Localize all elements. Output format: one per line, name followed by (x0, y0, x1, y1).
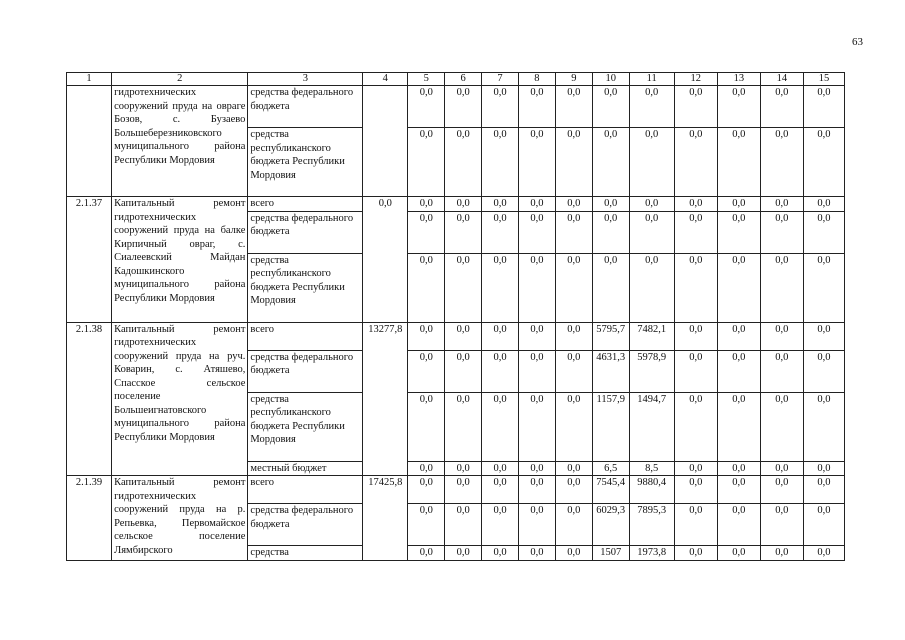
col-header: 7 (482, 73, 519, 86)
value-cell: 0,0 (760, 253, 803, 322)
value-cell: 0,0 (760, 546, 803, 561)
value-cell: 0,0 (674, 392, 717, 461)
value-cell: 0,0 (629, 253, 674, 322)
value-cell: 4631,3 (592, 350, 629, 392)
value-cell: 0,0 (445, 322, 482, 350)
value-cell: 0,0 (555, 504, 592, 546)
row-name: Капитальный ремонт гидротехнических сооружений пруда на балке Кирпичный овраг, с. Сиалеевский Майдан Кадошкинского муниципального района Республики Мордовия (112, 197, 248, 323)
value-cell: 0,0 (674, 322, 717, 350)
value-cell: 5978,9 (629, 350, 674, 392)
value-cell: 0,0 (518, 211, 555, 253)
value-cell: 0,0 (408, 546, 445, 561)
value-cell: 0,0 (674, 128, 717, 197)
value-cell: 0,0 (518, 128, 555, 197)
value-cell: 7545,4 (592, 476, 629, 504)
value-cell: 5795,7 (592, 322, 629, 350)
value-cell: 0,0 (482, 253, 519, 322)
value-cell: 0,0 (482, 504, 519, 546)
col-header: 2 (112, 73, 248, 86)
value-cell: 0,0 (445, 504, 482, 546)
value-cell: 0,0 (674, 504, 717, 546)
value-cell: 0,0 (592, 253, 629, 322)
value-cell: 0,0 (445, 476, 482, 504)
value-cell: 0,0 (555, 86, 592, 128)
value-cell: 0,0 (760, 128, 803, 197)
value-cell: 0,0 (445, 197, 482, 212)
value-cell: 0,0 (760, 461, 803, 476)
value-cell: 0,0 (717, 197, 760, 212)
col-header: 10 (592, 73, 629, 86)
value-cell: 0,0 (717, 128, 760, 197)
source-federal: средства федерального бюджета (248, 504, 363, 546)
table-row (67, 86, 845, 128)
value-cell: 6,5 (592, 461, 629, 476)
row-name: Капитальный ремонт гидротехнических сооружений пруда на р. Репьевка, Первомайское сельское поселение Лямбирского (112, 476, 248, 561)
value-cell: 0,0 (717, 350, 760, 392)
value-cell: 0,0 (482, 461, 519, 476)
source-republican: средства (248, 546, 363, 561)
value-cell: 0,0 (408, 476, 445, 504)
value-cell: 0,0 (803, 86, 844, 128)
value-cell: 0,0 (555, 461, 592, 476)
value-cell: 0,0 (482, 86, 519, 128)
source-local: местный бюджет (248, 461, 363, 476)
value-cell: 0,0 (445, 392, 482, 461)
value-cell: 0,0 (445, 211, 482, 253)
source-total: всего (248, 322, 363, 350)
col-header: 1 (67, 73, 112, 86)
value-cell: 0,0 (717, 504, 760, 546)
col-header: 3 (248, 73, 363, 86)
value-cell: 0,0 (408, 197, 445, 212)
col-header: 6 (445, 73, 482, 86)
value-cell: 0,0 (717, 322, 760, 350)
value-cell: 0,0 (717, 253, 760, 322)
value-cell: 8,5 (629, 461, 674, 476)
value-cell: 0,0 (408, 211, 445, 253)
row-code (67, 86, 112, 197)
value-cell: 0,0 (760, 86, 803, 128)
value-cell: 0,0 (592, 86, 629, 128)
value-cell: 0,0 (482, 476, 519, 504)
page-number: 63 (852, 36, 863, 48)
value-cell: 0,0 (482, 128, 519, 197)
value-cell: 0,0 (482, 350, 519, 392)
value-cell: 0,0 (592, 128, 629, 197)
value-cell: 0,0 (555, 322, 592, 350)
budget-table (66, 72, 845, 561)
value-cell: 0,0 (717, 211, 760, 253)
value-cell: 1973,8 (629, 546, 674, 561)
value-cell: 0,0 (803, 476, 844, 504)
row-name: Капитальный ремонт гидротехнических сооружений пруда на руч. Коварин, с. Атяшево, Спасское сельское поселение Большеигнатовского муниципального района Республики Мордовия (112, 322, 248, 476)
value-cell: 0,0 (803, 546, 844, 561)
row-code: 2.1.38 (67, 322, 112, 476)
value-cell: 0,0 (803, 128, 844, 197)
value-cell: 0,0 (518, 392, 555, 461)
value-cell: 6029,3 (592, 504, 629, 546)
value-cell: 0,0 (592, 211, 629, 253)
value-cell: 0,0 (629, 211, 674, 253)
value-cell: 0,0 (408, 128, 445, 197)
value-cell: 0,0 (592, 197, 629, 212)
value-cell: 0,0 (803, 392, 844, 461)
value-cell: 0,0 (760, 504, 803, 546)
value-cell: 0,0 (555, 128, 592, 197)
value-cell: 0,0 (803, 504, 844, 546)
source-total: всего (248, 476, 363, 504)
value-cell: 0,0 (408, 504, 445, 546)
value-cell: 1507 (592, 546, 629, 561)
total-value: 0,0 (363, 197, 408, 323)
value-cell: 0,0 (408, 392, 445, 461)
value-cell: 0,0 (518, 350, 555, 392)
col-header: 8 (518, 73, 555, 86)
source-federal: средства федерального бюджета (248, 86, 363, 128)
value-cell: 0,0 (760, 197, 803, 212)
value-cell: 0,0 (482, 546, 519, 561)
source-federal: средства федерального бюджета (248, 350, 363, 392)
value-cell: 0,0 (445, 128, 482, 197)
table-row (67, 197, 845, 212)
value-cell: 0,0 (408, 461, 445, 476)
source-republican: средства республиканского бюджета Республики Мордовия (248, 128, 363, 197)
total-value (363, 86, 408, 197)
value-cell: 9880,4 (629, 476, 674, 504)
source-republican: средства республиканского бюджета Республики Мордовия (248, 392, 363, 461)
col-header: 14 (760, 73, 803, 86)
total-value: 13277,8 (363, 322, 408, 476)
value-cell: 0,0 (674, 253, 717, 322)
source-republican: средства республиканского бюджета Республики Мордовия (248, 253, 363, 322)
value-cell: 0,0 (408, 350, 445, 392)
value-cell: 0,0 (555, 211, 592, 253)
value-cell: 0,0 (717, 86, 760, 128)
col-header: 12 (674, 73, 717, 86)
value-cell: 0,0 (803, 211, 844, 253)
value-cell: 0,0 (408, 322, 445, 350)
col-header: 13 (717, 73, 760, 86)
value-cell: 0,0 (445, 350, 482, 392)
value-cell: 0,0 (482, 392, 519, 461)
value-cell: 1494,7 (629, 392, 674, 461)
value-cell: 0,0 (803, 197, 844, 212)
value-cell: 0,0 (760, 350, 803, 392)
value-cell: 0,0 (629, 128, 674, 197)
row-code: 2.1.39 (67, 476, 112, 561)
value-cell: 0,0 (803, 322, 844, 350)
col-header: 5 (408, 73, 445, 86)
value-cell: 0,0 (518, 86, 555, 128)
value-cell: 0,0 (717, 546, 760, 561)
col-header: 11 (629, 73, 674, 86)
value-cell: 0,0 (674, 86, 717, 128)
value-cell: 0,0 (717, 461, 760, 476)
row-name: гидротехнических сооружений пруда на овраге Бозов, с. Бузаево Большеберезниковского муниципального района Республики Мордовия (112, 86, 248, 197)
total-value: 17425,8 (363, 476, 408, 561)
value-cell: 0,0 (482, 322, 519, 350)
value-cell: 0,0 (518, 197, 555, 212)
value-cell: 0,0 (482, 211, 519, 253)
value-cell: 0,0 (674, 211, 717, 253)
value-cell: 0,0 (555, 476, 592, 504)
value-cell: 0,0 (674, 197, 717, 212)
value-cell: 0,0 (674, 546, 717, 561)
value-cell: 0,0 (482, 197, 519, 212)
source-federal: средства федерального бюджета (248, 211, 363, 253)
value-cell: 0,0 (717, 392, 760, 461)
col-header: 9 (555, 73, 592, 86)
value-cell: 0,0 (760, 476, 803, 504)
value-cell: 0,0 (408, 253, 445, 322)
value-cell: 0,0 (803, 461, 844, 476)
value-cell: 0,0 (803, 350, 844, 392)
value-cell: 0,0 (629, 86, 674, 128)
source-total: всего (248, 197, 363, 212)
value-cell: 0,0 (445, 86, 482, 128)
value-cell: 0,0 (674, 461, 717, 476)
value-cell: 0,0 (518, 253, 555, 322)
header-row (67, 73, 845, 86)
value-cell: 0,0 (555, 253, 592, 322)
value-cell: 0,0 (760, 211, 803, 253)
value-cell: 0,0 (674, 350, 717, 392)
value-cell: 0,0 (629, 197, 674, 212)
value-cell: 0,0 (518, 322, 555, 350)
value-cell: 0,0 (555, 392, 592, 461)
row-code: 2.1.37 (67, 197, 112, 323)
table-row (67, 476, 845, 504)
value-cell: 0,0 (445, 461, 482, 476)
value-cell: 0,0 (674, 476, 717, 504)
value-cell: 1157,9 (592, 392, 629, 461)
value-cell: 0,0 (518, 504, 555, 546)
col-header: 4 (363, 73, 408, 86)
value-cell: 0,0 (408, 86, 445, 128)
value-cell: 0,0 (518, 476, 555, 504)
col-header: 15 (803, 73, 844, 86)
value-cell: 0,0 (518, 546, 555, 561)
value-cell: 7482,1 (629, 322, 674, 350)
value-cell: 0,0 (803, 253, 844, 322)
value-cell: 0,0 (760, 392, 803, 461)
value-cell: 0,0 (445, 253, 482, 322)
value-cell: 0,0 (445, 546, 482, 561)
value-cell: 0,0 (555, 197, 592, 212)
value-cell: 0,0 (518, 461, 555, 476)
value-cell: 0,0 (760, 322, 803, 350)
table-row (67, 322, 845, 350)
value-cell: 0,0 (717, 476, 760, 504)
value-cell: 0,0 (555, 350, 592, 392)
value-cell: 0,0 (555, 546, 592, 561)
value-cell: 7895,3 (629, 504, 674, 546)
